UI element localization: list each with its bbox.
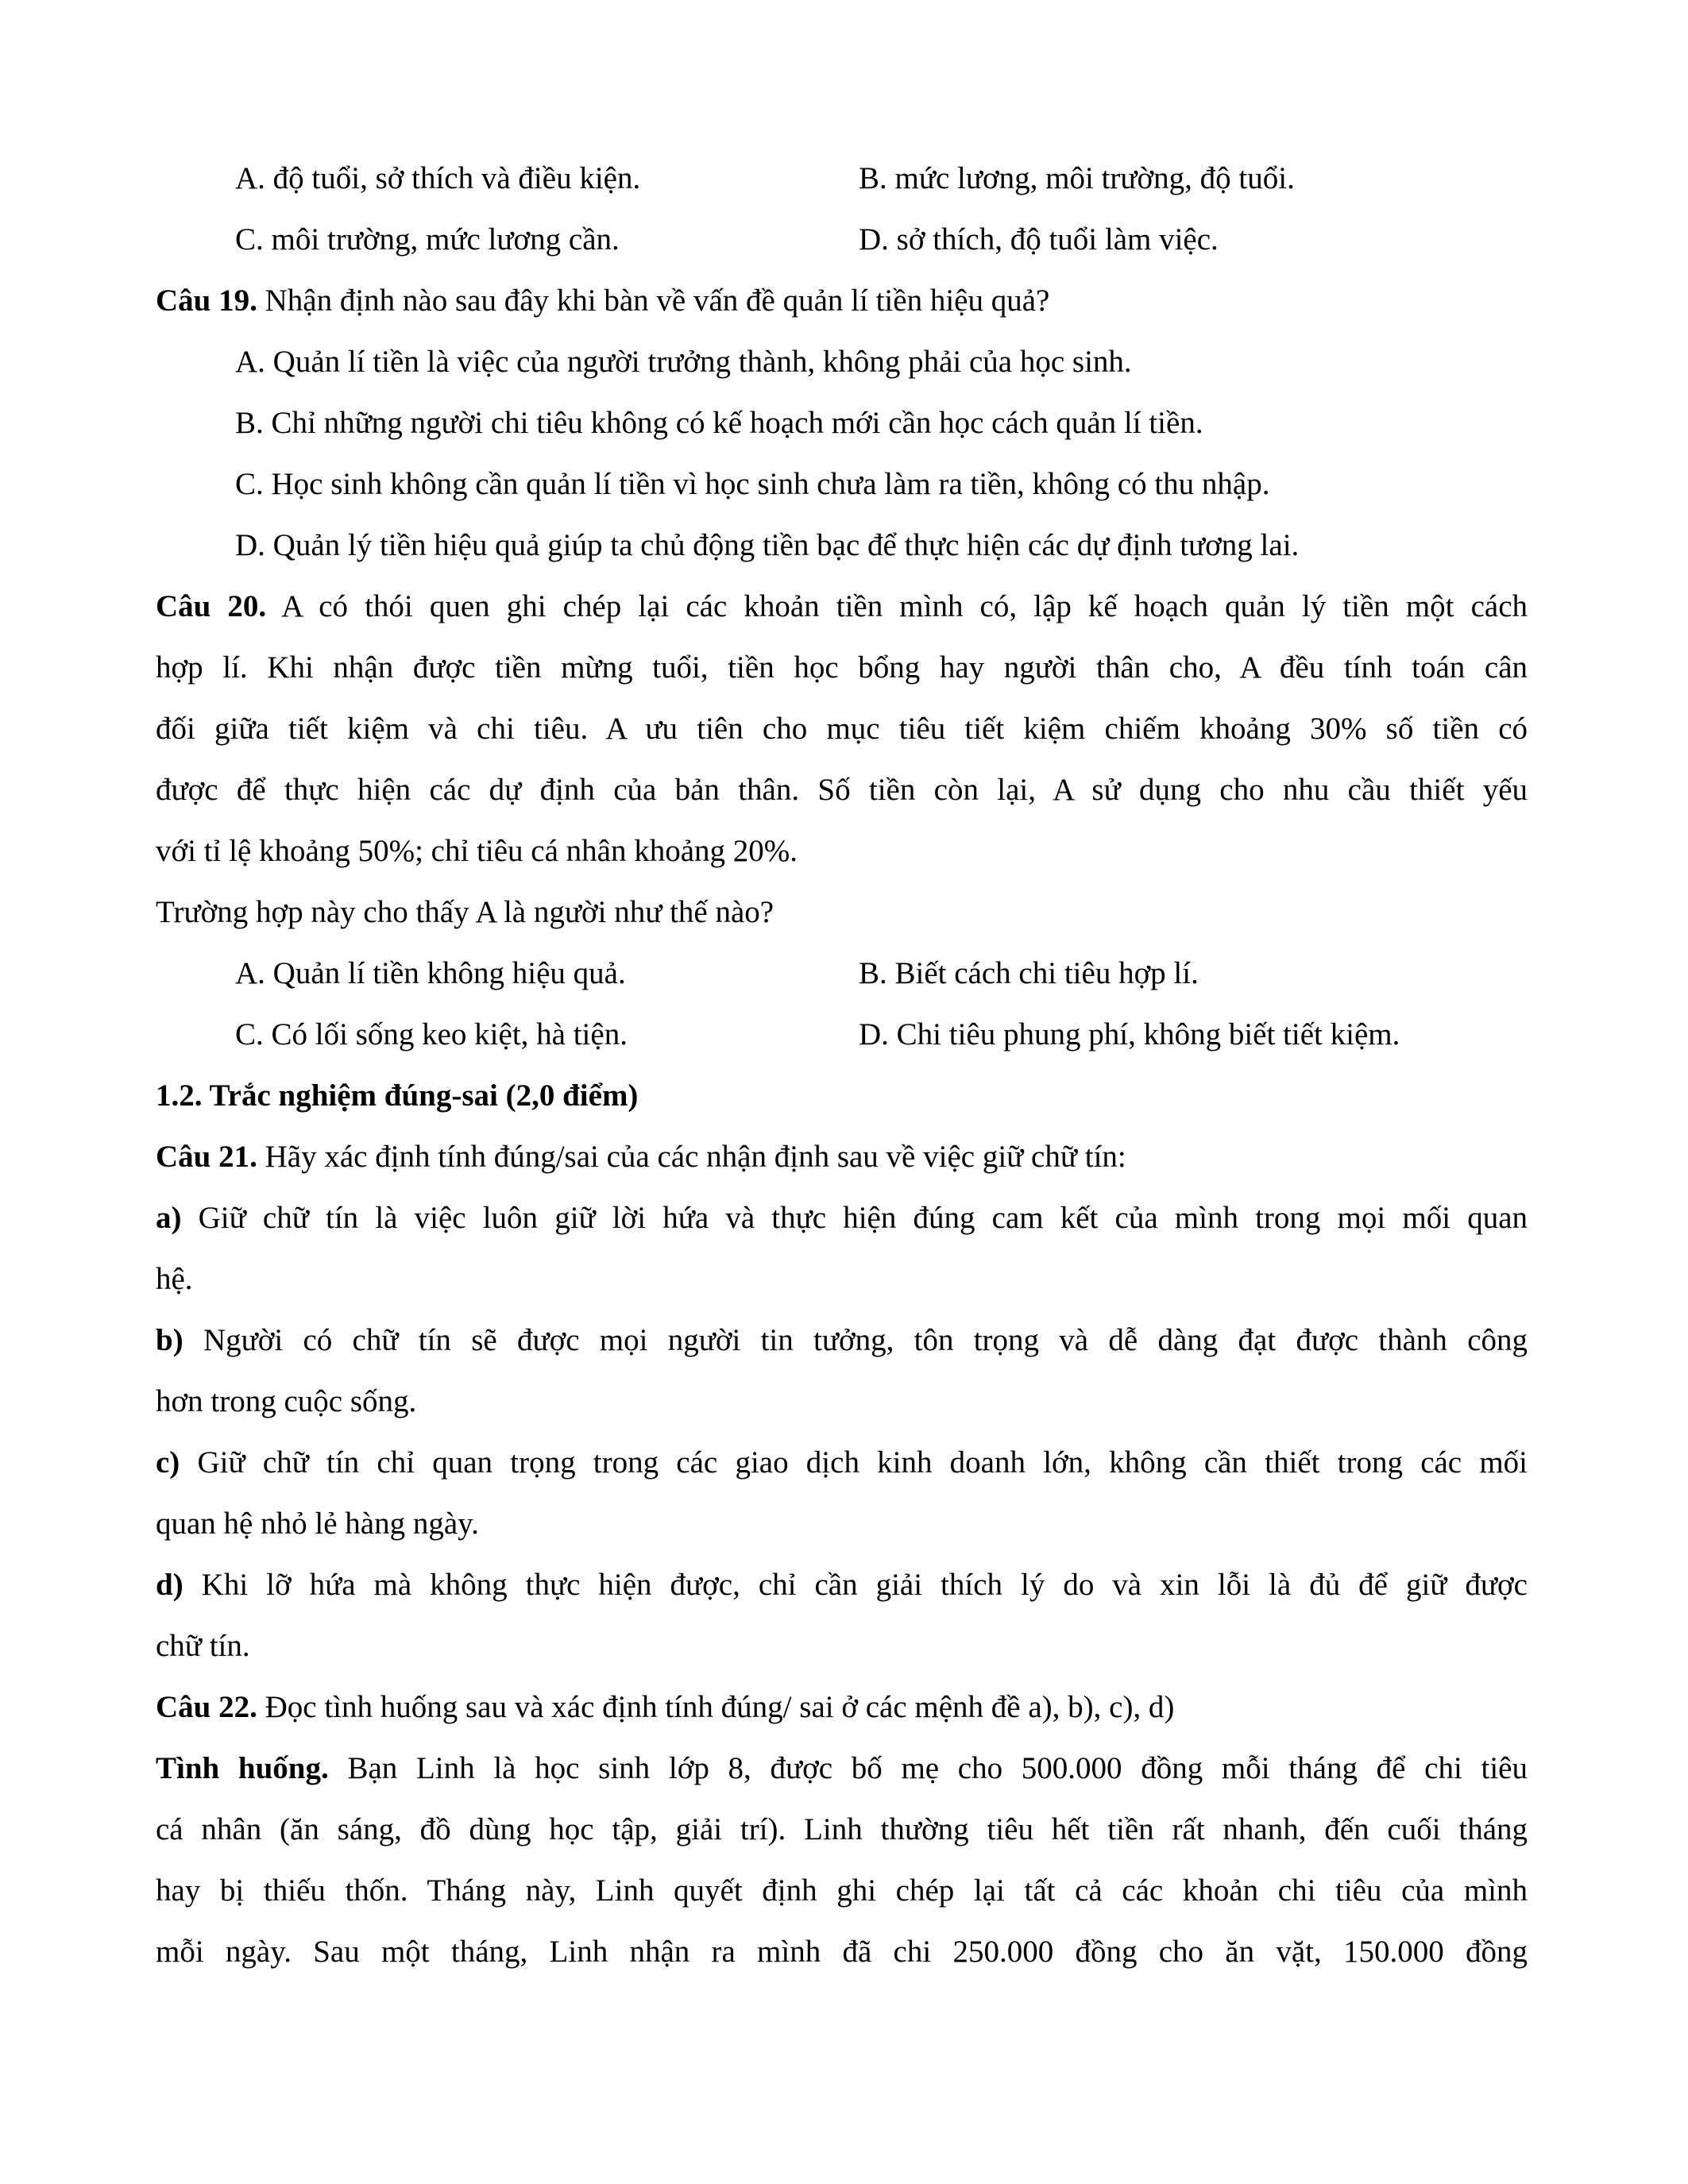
q19-option-b: B. Chỉ những người chi tiêu không có kế hoạch mới cần học cách quản lí tiền. xyxy=(235,406,1203,440)
q18-option-c: C. môi trường, mức lương cần. xyxy=(235,222,620,257)
q22-situation-label: Tình huống. xyxy=(156,1751,329,1785)
q22-situation-line-4: mỗi ngày. Sau một tháng, Linh nhận ra mình đã chi 250.000 đồng cho ăn vặt, 150.000 đồng xyxy=(156,1935,1528,1969)
q21-b-text: Người có chữ tín sẽ được mọi người tin tưởng, tôn trọng và dễ dàng đạt được thành công xyxy=(183,1323,1528,1357)
q20-stem-line-4: được để thực hiện các dự định của bản thân. Số tiền còn lại, A sử dụng cho nhu cầu thiết yếu xyxy=(156,773,1528,807)
q22-situation-line-2: cá nhân (ăn sáng, đồ dùng học tập, giải trí). Linh thường tiêu hết tiền rất nhanh, đến cuối tháng xyxy=(156,1812,1528,1846)
q19-stem xyxy=(156,285,1049,317)
q21-d-label: d) xyxy=(156,1568,183,1602)
q20-option-a: A. Quản lí tiền không hiệu quả. xyxy=(235,956,626,990)
section-heading xyxy=(156,1080,638,1112)
q21-c-text: Giữ chữ tín chỉ quan trọng trong các giao dịch kinh doanh lớn, không cần thiết trong các mối xyxy=(180,1445,1528,1480)
q22-situation-line-3: hay bị thiếu thốn. Tháng này, Linh quyết định ghi chép lại tất cả các khoản chi tiêu của mình xyxy=(156,1873,1528,1908)
q21-text: Hãy xác định tính đúng/sai của các nhận định sau về việc giữ chữ tín: xyxy=(257,1140,1126,1174)
q19-option-d: D. Quản lý tiền hiệu quả giúp ta chủ động tiền bạc để thực hiện các dự định tương lai. xyxy=(235,528,1300,562)
q21-a-text: Giữ chữ tín là việc luôn giữ lời hứa và thực hiện đúng cam kết của mình trong mọi mối quan xyxy=(181,1201,1528,1235)
q22-stem xyxy=(156,1692,1174,1723)
q22-label: Câu 22. xyxy=(156,1690,257,1724)
q21-statement-b-line-1 xyxy=(156,1325,1528,1356)
q21-stem xyxy=(156,1141,1126,1173)
q21-statement-a-line-2: hệ. xyxy=(156,1262,193,1296)
q21-statement-a-line-1 xyxy=(156,1202,1528,1234)
q21-statement-d-line-1 xyxy=(156,1569,1528,1601)
q21-statement-c-line-1 xyxy=(156,1447,1528,1479)
q22-situation-text-1: Bạn Linh là học sinh lớp 8, được bố mẹ cho 500.000 đồng mỗi tháng để chi tiêu xyxy=(328,1751,1528,1785)
q20-question: Trường hợp này cho thấy A là người như thế nào? xyxy=(156,895,774,929)
q20-stem-line-3: đối giữa tiết kiệm và chi tiêu. A ưu tiên cho mục tiêu tiết kiệm chiếm khoảng 30% số tiền có xyxy=(156,712,1528,746)
q20-option-d: D. Chi tiêu phung phí, không biết tiết kiệm. xyxy=(859,1017,1400,1051)
q21-a-label: a) xyxy=(156,1201,182,1235)
q18-option-d: D. sở thích, độ tuổi làm việc. xyxy=(859,222,1219,257)
q19-option-c: C. Học sinh không cần quản lí tiền vì học sinh chưa làm ra tiền, không có thu nhập. xyxy=(235,467,1270,501)
q21-d-text: Khi lỡ hứa mà không thực hiện được, chỉ cần giải thích lý do và xin lỗi là đủ để giữ được xyxy=(183,1568,1528,1602)
q20-stem-line-5: với tỉ lệ khoảng 50%; chỉ tiêu cá nhân khoảng 20%. xyxy=(156,834,798,868)
q21-label: Câu 21. xyxy=(156,1140,257,1174)
q18-option-b: B. mức lương, môi trường, độ tuổi. xyxy=(859,161,1295,195)
q21-statement-c-line-2: quan hệ nhỏ lẻ hàng ngày. xyxy=(156,1507,479,1541)
q22-text: Đọc tình huống sau và xác định tính đúng/ sai ở các mệnh đề a), b), c), d) xyxy=(257,1690,1175,1724)
q20-text-1: A có thói quen ghi chép lại các khoản tiền mình có, lập kế hoạch quản lý tiền một cách xyxy=(266,589,1528,623)
q20-option-b: B. Biết cách chi tiêu hợp lí. xyxy=(859,956,1199,990)
q19-text: Nhận định nào sau đây khi bàn về vấn đề quản lí tiền hiệu quả? xyxy=(257,284,1050,318)
section-heading-text: 1.2. Trắc nghiệm đúng-sai (2,0 điểm) xyxy=(156,1078,639,1113)
q22-situation-line-1 xyxy=(156,1753,1528,1785)
q18-option-a: A. độ tuổi, sở thích và điều kiện. xyxy=(235,161,641,195)
q20-stem-line-2: hợp lí. Khi nhận được tiền mừng tuổi, tiền học bổng hay người thân cho, A đều tính toán cân xyxy=(156,650,1528,685)
q21-b-label: b) xyxy=(156,1323,183,1357)
q19-label: Câu 19. xyxy=(156,284,257,318)
q21-statement-d-line-2: chữ tín. xyxy=(156,1629,250,1663)
q19-option-a: A. Quản lí tiền là việc của người trưởng thành, không phải của học sinh. xyxy=(235,345,1132,379)
q20-option-c: C. Có lối sống keo kiệt, hà tiện. xyxy=(235,1017,628,1051)
q21-c-label: c) xyxy=(156,1445,180,1480)
q20-label: Câu 20. xyxy=(156,589,267,623)
q21-statement-b-line-2: hơn trong cuộc sống. xyxy=(156,1384,417,1418)
q20-stem-line-1 xyxy=(156,591,1528,623)
